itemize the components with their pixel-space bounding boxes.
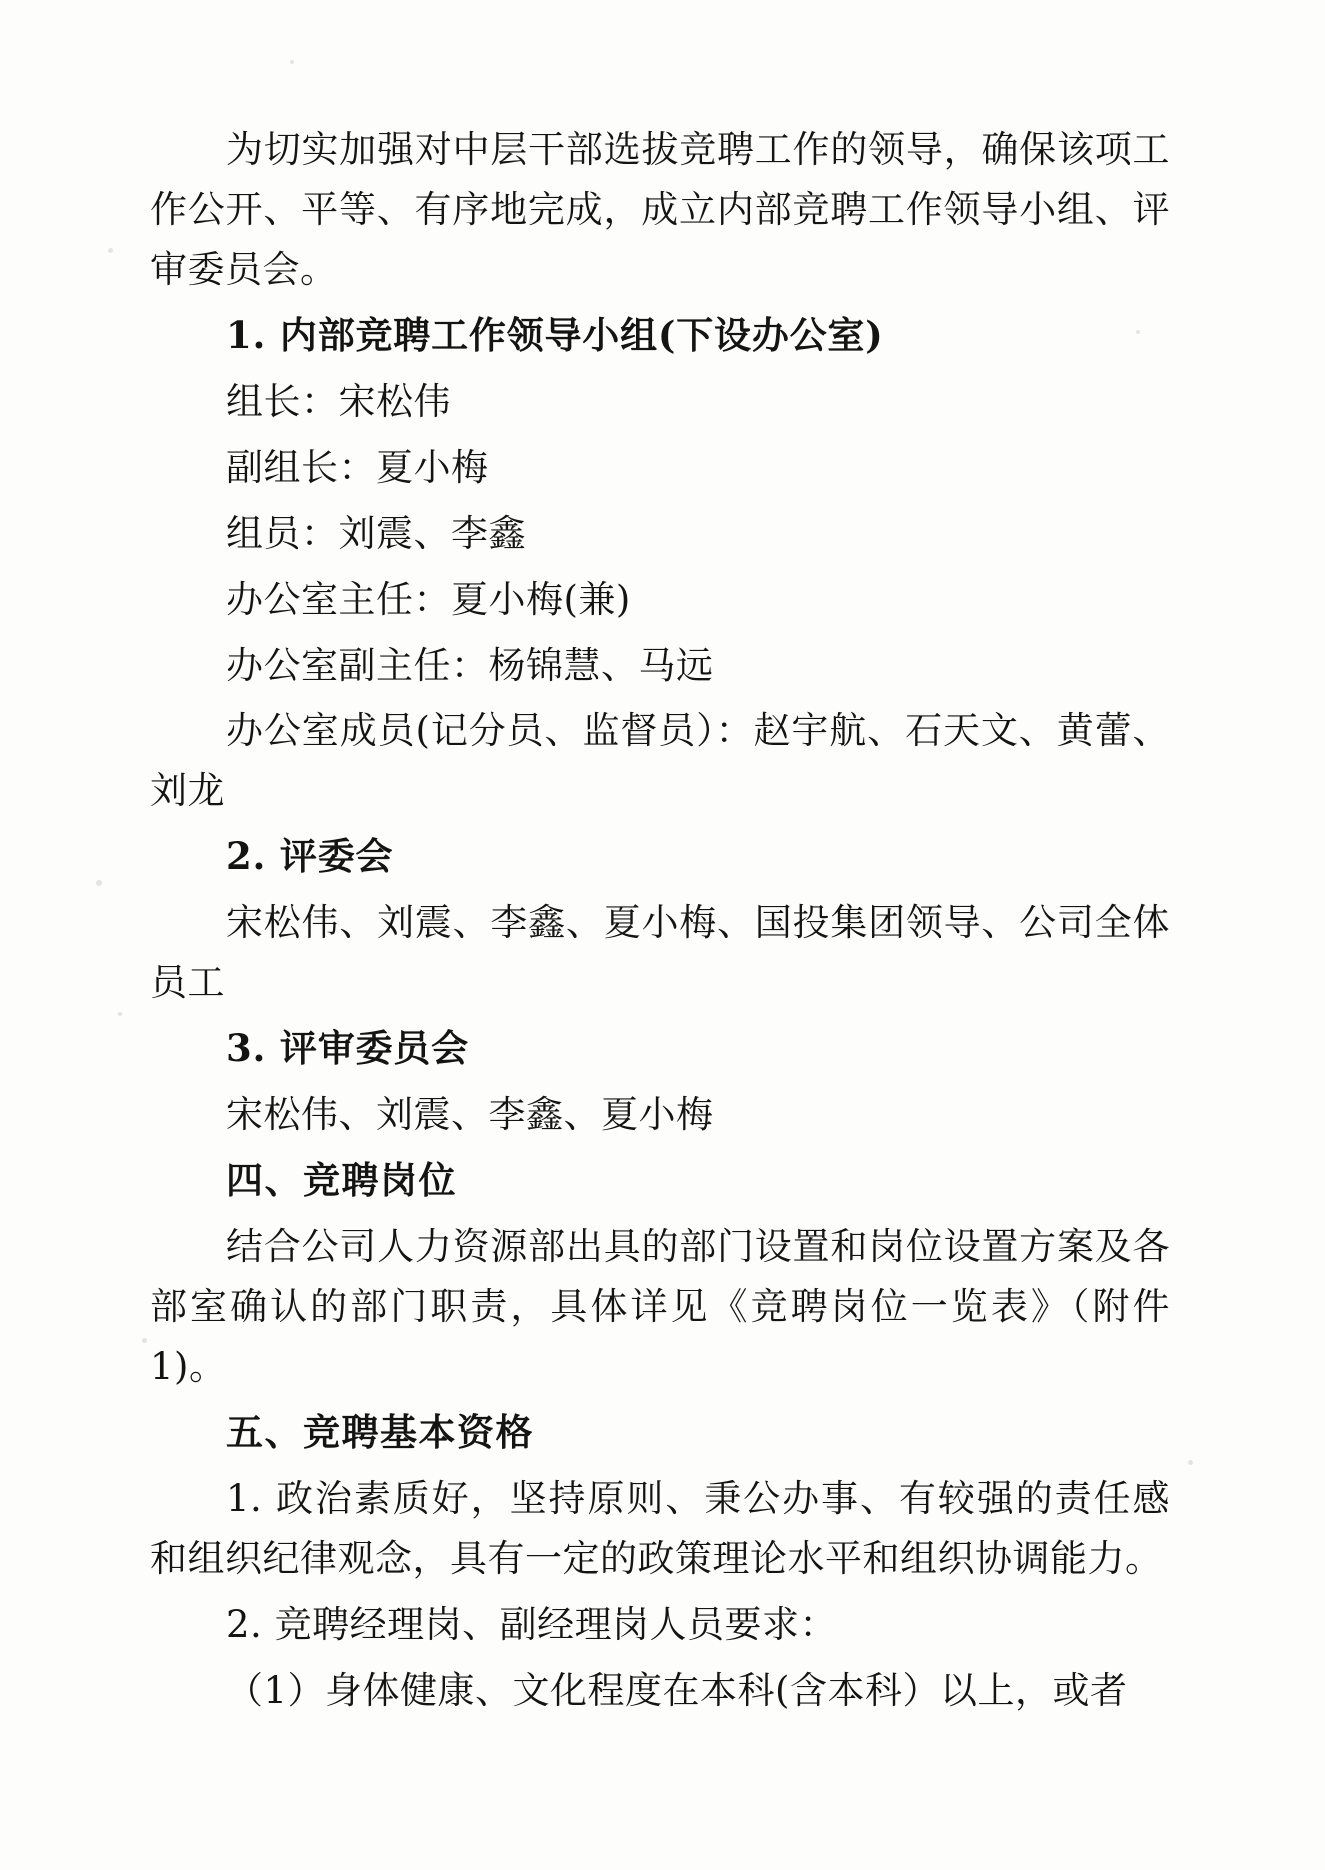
scan-speckle [118, 1012, 122, 1016]
paragraph-intro: 为切实加强对中层干部选拔竞聘工作的领导，确保该项工作公开、平等、有序地完成，成立内部竞聘工作领导小组、评审委员会。 [150, 128, 1170, 291]
heading-section-five: 五、竞聘基本资格 [226, 1409, 534, 1454]
scan-speckle [96, 880, 102, 886]
line-deputy-group-leader: 副组长：夏小梅 [226, 445, 489, 489]
paragraph-qualification-1: 1. 政治素质好，坚持原则、秉公办事、有较强的责任感和组织纪律观念，具有一定的政策理论水平和组织协调能力。 [150, 1476, 1170, 1580]
paragraph-qualification-2-item-1: （1）身体健康、文化程度在本科(含本科）以上，或者 [226, 1668, 1128, 1712]
scan-speckle [108, 248, 113, 253]
scan-speckle [290, 60, 294, 64]
line-group-leader: 组长：宋松伟 [226, 379, 451, 423]
heading-section-four: 四、竞聘岗位 [226, 1158, 457, 1202]
line-judging-panel-members: 宋松伟、刘震、李鑫、夏小梅、国投集团领导、公司全体员工 [150, 901, 1170, 1005]
line-office-director: 办公室主任：夏小梅(兼) [226, 577, 631, 621]
paragraph-qualification-2: 2. 竞聘经理岗、副经理岗人员要求： [226, 1602, 838, 1646]
line-office-deputy-director: 办公室副主任：杨锦慧、马远 [226, 643, 714, 687]
scan-speckle [1188, 1460, 1193, 1465]
line-group-members: 组员：刘震、李鑫 [226, 511, 526, 555]
line-review-committee-members: 宋松伟、刘震、李鑫、夏小梅 [226, 1093, 714, 1137]
subheading-leading-group: 1. 内部竞聘工作领导小组(下设办公室) [226, 312, 884, 357]
paragraph-section-four: 结合公司人力资源部出具的部门设置和岗位设置方案及各部室确认的部门职责，具体详见《竞聘岗位一览表》（附件 1)。 [150, 1224, 1170, 1388]
subheading-review-committee: 3. 评审委员会 [226, 1026, 469, 1071]
document-body [150, 120, 1170, 1726]
subheading-judging-panel: 2. 评委会 [226, 834, 394, 879]
scan-speckle [142, 1338, 147, 1343]
line-office-members: 办公室成员(记分员、监督员）：赵宇航、石天文、黄蕾、刘龙 [150, 709, 1170, 813]
